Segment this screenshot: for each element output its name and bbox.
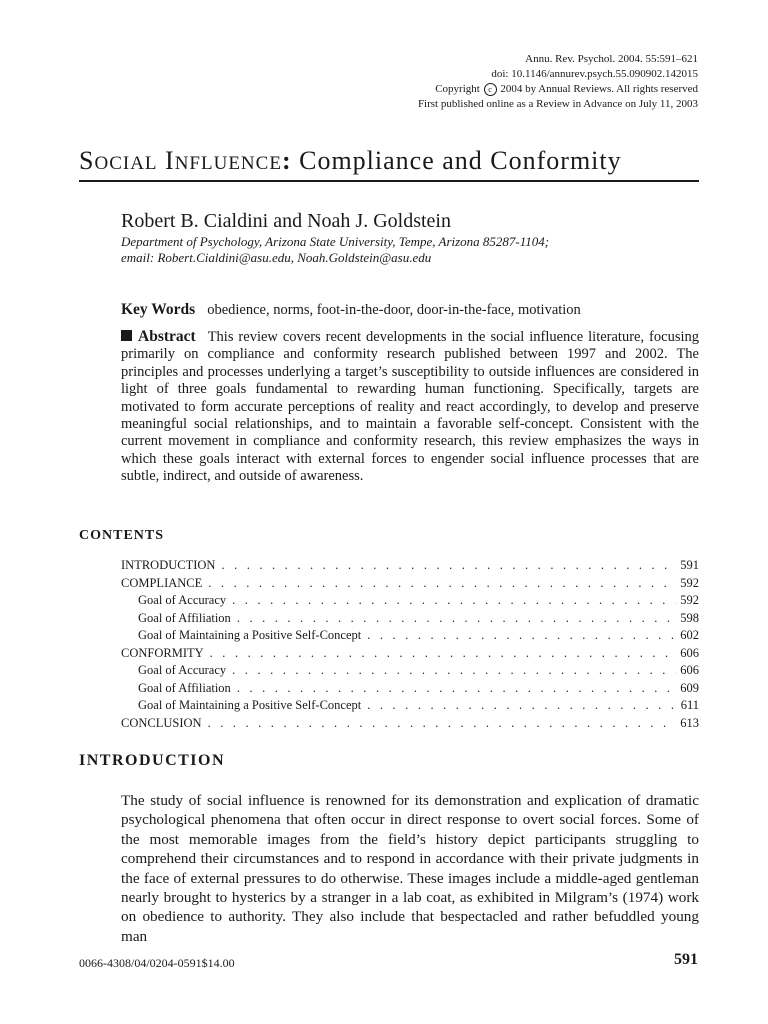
toc-entry-page: 602 [680, 628, 699, 642]
title-initial-1: S [79, 146, 95, 175]
toc-entry[interactable] [121, 575, 699, 593]
title-smallcaps-2: NFLUENCE [174, 153, 282, 174]
copyright-prefix: Copyright [435, 83, 480, 95]
toc-entry-page: 592 [680, 593, 699, 607]
toc-entry-page: 592 [680, 575, 699, 590]
toc-entry-page: 613 [680, 715, 699, 730]
abstract-label: Abstract [138, 328, 196, 345]
toc-leader-dots [232, 592, 676, 610]
toc-subentry[interactable] [121, 610, 699, 628]
toc-subentry[interactable] [121, 592, 699, 610]
toc-entry[interactable] [121, 557, 699, 575]
title-colon: : [281, 146, 292, 175]
abstract [121, 328, 699, 486]
toc-entry-title: Goal of Maintaining a Positive Self-Concept [138, 628, 362, 642]
title-text [79, 145, 699, 180]
toc-leader-dots [232, 662, 676, 680]
abstract-text: This review covers recent developments in the social influence literature, focusing primarily on compliance and conformity research published between 1997 and 2002. The principles and processes underlying a target’s susceptibility to outside influences are considered in light of three goals fundamental to rewarding human functioning. Specifically, targets are motivated to form accurate perceptions of reality and react accordingly, to develop and preserve meaningful social relationships, and to maintain a favorable self-concept. Consistent with the current movement in compliance and conformity research, this review emphasizes the ways in which these goals interact with external forces to engender social influence processes that are subtle, indirect, and outside of awareness. [121, 329, 699, 485]
toc-entry-page: 606 [680, 645, 699, 660]
toc-leader-dots [237, 610, 676, 628]
author-affiliation [121, 234, 549, 266]
toc-subentry[interactable] [121, 662, 699, 680]
toc-leader-dots [237, 680, 676, 698]
toc-entry-title: Goal of Maintaining a Positive Self-Concept [138, 698, 362, 712]
title-initial-2: I [165, 146, 175, 175]
toc-entry-title: Goal of Affiliation [138, 610, 231, 625]
title-smallcaps-1: OCIAL [94, 153, 158, 174]
introduction-paragraph: The study of social influence is renowned for its demonstration and explication of dramatic psychological phenomena that often occur in direct response to overt social forces. Some of the most memorable images from the field’s history depict participants struggling to comprehend their circumstances and to respond in accordance with their private judgments in the face of external pressures to do otherwise. These images include a middle-aged gentleman nearly brought to hysterics by a stranger in a lab coat, as exhibited in Milgram’s (1974) work on obedience to authority. They also include that bespectacled and rather befuddled young man [121, 792, 699, 945]
toc-subentry[interactable] [121, 697, 699, 715]
toc-leader-dots [221, 557, 676, 575]
toc-entry-page: 591 [680, 558, 699, 572]
contents-heading: CONTENTS [79, 528, 165, 543]
introduction-heading: INTRODUCTION [79, 752, 226, 769]
key-words [121, 300, 581, 320]
doi-line: doi: 10.1146/annurev.psych.55.090902.142015 [491, 68, 698, 80]
toc-leader-dots [208, 575, 676, 593]
copyright-line [418, 82, 698, 97]
toc-entry-title: Goal of Accuracy [138, 593, 227, 607]
author-names: Robert B. Cialdini and Noah J. Goldstein [121, 210, 451, 232]
toc-entry-title: CONFORMITY [121, 645, 204, 660]
affiliation-email-line: email: Robert.Cialdini@asu.edu, Noah.Goldstein@asu.edu [121, 250, 432, 265]
key-words-text: obedience, norms, foot-in-the-door, door-in-the-face, motivation [207, 302, 581, 318]
toc-entry-title: Goal of Accuracy [138, 663, 227, 677]
copyright-icon: c [484, 83, 497, 96]
toc-entry[interactable] [121, 715, 699, 733]
toc-entry[interactable] [121, 645, 699, 663]
toc-entry-page: 606 [680, 663, 699, 677]
toc-subentry[interactable] [121, 627, 699, 645]
title-subtitle: Compliance and Conformity [291, 146, 622, 175]
copyright-suffix: 2004 by Annual Reviews. All rights reserved [500, 83, 698, 95]
key-words-label: Key Words [121, 301, 196, 318]
journal-citation: Annu. Rev. Psychol. 2004. 55:591–621 [525, 53, 698, 65]
affiliation-line-1: Department of Psychology, Arizona State University, Tempe, Arizona 85287-1104; [121, 234, 550, 249]
toc-leader-dots [208, 715, 677, 733]
toc-leader-dots [210, 645, 677, 663]
page-number: 591 [674, 951, 698, 968]
toc-entry-title: INTRODUCTION [121, 558, 216, 572]
article-code: 0066-4308/04/0204-0591$14.00 [79, 956, 235, 970]
toc-leader-dots [367, 627, 676, 645]
article-title [79, 145, 699, 180]
toc-leader-dots [367, 697, 676, 715]
abstract-square-icon [121, 330, 132, 341]
toc-entry-title: Goal of Affiliation [138, 680, 231, 695]
toc-entry-title: CONCLUSION [121, 715, 202, 730]
toc-entry-title: COMPLIANCE [121, 575, 203, 590]
toc-entry-page: 611 [680, 698, 699, 712]
toc-subentry[interactable] [121, 680, 699, 698]
toc-entry-page: 609 [680, 680, 699, 695]
toc-entry-page: 598 [680, 610, 699, 625]
table-of-contents [121, 557, 699, 732]
title-rule [79, 180, 699, 182]
published-line: First published online as a Review in Advance on July 11, 2003 [417, 98, 698, 110]
article-header-meta [418, 52, 698, 112]
